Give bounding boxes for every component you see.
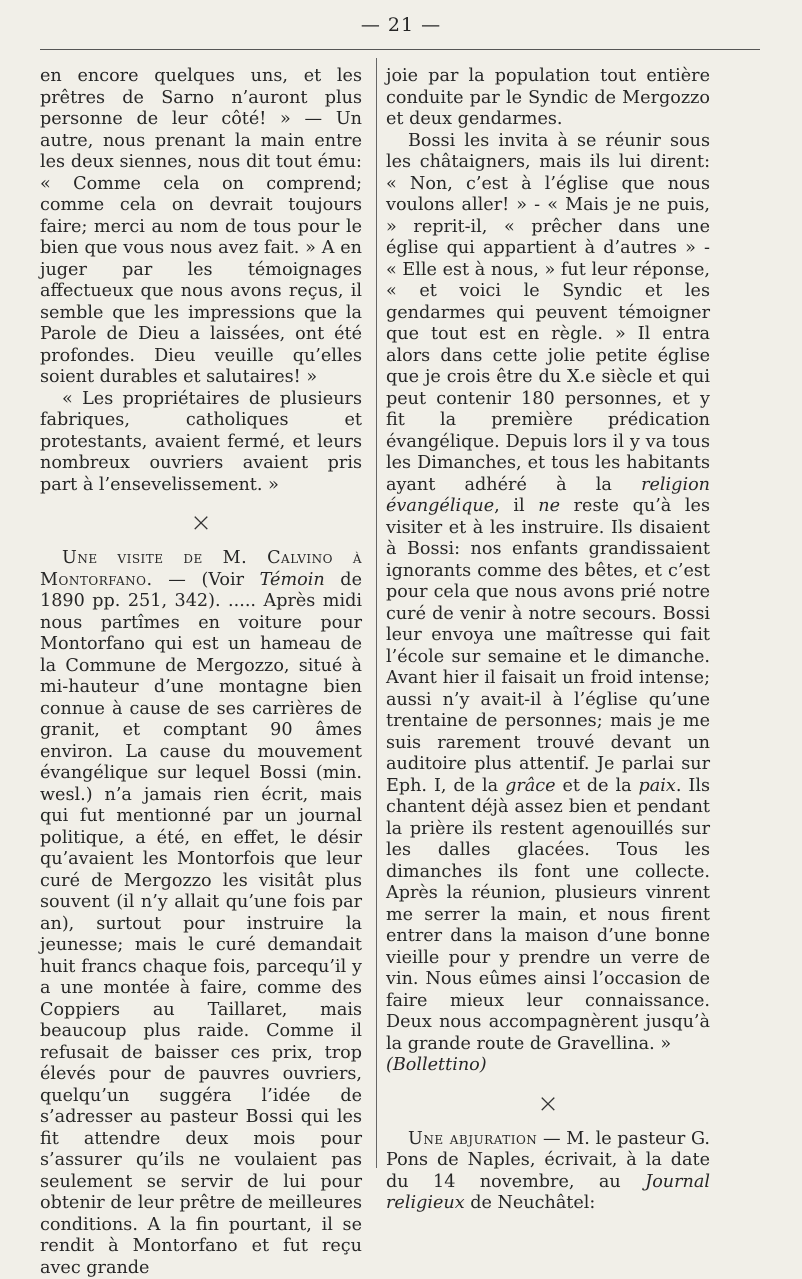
text-run: . Ils chantent déjà assez bien et pendant la prière ils restent agenouillés sur les dalles glacées. Tous les dimanches ils font une collecte. Après la réunion, plusieurs vinrent me serrer la main, et nous firent entrer dans la maison d’une bonne vieille pour y prendre un verre de vin. Nous eûmes ainsi l’occasion de faire mieux leur connaissance. Deux nous accompagnèrent jusqu’à la grande route de Gravellina. » <box>386 775 710 1054</box>
left-column <box>40 66 362 1279</box>
paragraph: en encore quelques uns, et les prêtres de Sarno n’auront plus personne de leur côté! » — Un autre, nous prenant la main entre les deux siennes, nous dit tout ému: « Comme cela on comprend; comme cela on devrait toujours faire; merci au nom de tous pour le bien que vous nous avez fait. » A en juger par les témoignages affectueux que nous avons reçus, il semble que les impressions que la Parole de Dieu a laissées, ont été profondes. Dieu veuille qu’elles soient durables et salutaires! » <box>40 66 362 387</box>
journal-name: Témoin <box>259 569 325 590</box>
section-separator: × <box>537 1088 559 1119</box>
article-paragraph <box>386 1129 710 1215</box>
source-citation: (Bollettino) <box>386 1055 487 1075</box>
paragraph: « Les propriétaires de plusieurs fabriques, catholiques et protestants, avaient fermé, et leurs nombreux ouvriers avaient pris part à l’ensevelissement. » <box>40 388 362 495</box>
page-number: — 21 — <box>360 14 442 36</box>
italic-text: grâce <box>505 775 556 796</box>
italic-text: ne <box>538 496 560 516</box>
text-run: et de la <box>555 775 639 796</box>
text-run: Bossi les invita à se réunir sous les châtaigners, mais ils lui dirent: « Non, c’est à l’église que nous voulons aller! » - « Mais je ne puis, » reprit-il, « prêcher dans une église qui appartient à d’autres » - « Elle est à nous, » fut leur réponse, « et voici le Syndic et les gendarmes qui peuvent témoigner que tout est en règle. » Il entra alors dans cette jolie petite église que je crois être du X.e siècle et qui peut contenir 180 personnes, et y fit la première prédication évangélique. Depuis lors il y va tous les Dimanches, et tous les habitants ayant adhéré à la <box>386 130 710 495</box>
text-run: reste qu’à les visiter et à les instruire. Ils disaient à Bossi: nos enfants grandissaient ignorants comme des bêtes, et c’est pour cela que nous avons prié notre curé de venir à notre secours. Bossi leur envoya une maîtresse qui fait l’école sur semaine et le dimanche. Avant hier il faisait un froid intense; aussi n’y avait-il à l’église qu’une trentaine de personnes; mais je me suis rarement trouvé devant un auditoire plus attentif. Je parlai sur Eph. I, de la <box>386 496 710 796</box>
journal-name: Journal religieux <box>386 1171 710 1213</box>
right-column <box>386 66 710 1215</box>
paragraph <box>386 131 710 1056</box>
article-body: Après midi nous partîmes en voiture pour Montorfano qui est un hameau de la Commune de Mergozzo, situé à mi-hauteur d’une montagne bien connue à cause de ses carrières de granit, et comptant 90 âmes environ. La cause du mouvement évangélique sur lequel Bossi (min. wesl.) n’a jamais rien écrit, mais qui fut mentionné par un journal politique, a été, en effet, le désir qu’avaient les Montorfois que leur curé de Mergozzo les visitât plus souvent (il n’y allait qu’une fois par an), surtout pour instruire la jeunesse; mais le curé demandait huit francs chaque fois, parcequ’il y a une montée à faire, comme des Coppiers au Taillaret, mais beaucoup plus raide. Comme il refusait de baisser ces prix, trop élevés pour de pauvres ouvriers, quelqu’un suggéra l’idée de s’adresser au pasteur Bossi qui les fit attendre deux mois pour s’assurer qu’ils ne voulaient pas seulement se servir de lui pour obtenir de leur prêtre de meilleures conditions. A la fin pourtant, il se rendit à Montorfano et fut reçu avec grande <box>40 591 362 1278</box>
italic-text: paix <box>638 775 676 796</box>
italic-text: religion évangélique <box>386 474 710 516</box>
article-title: Une visite de M. Calvino à Montorfano. <box>40 548 362 590</box>
article-ref: — (Voir <box>152 569 260 590</box>
paragraph: joie par la population tout entière conduite par le Syndic de Mergozzo et deux gendarmes. <box>386 66 710 129</box>
article-paragraph <box>40 548 362 1279</box>
header-rule <box>40 49 760 50</box>
column-divider <box>376 58 377 1168</box>
section-separator: × <box>190 508 212 538</box>
text-run: — M. le pasteur G. Pons de Naples, écrivait, à la date du 14 novembre, au <box>386 1128 710 1192</box>
article-ref-pages: de 1890 pp. 251, 342). ..... <box>40 569 362 611</box>
text-run: de Neuchâtel: <box>464 1193 596 1213</box>
text-run: , il <box>494 496 539 516</box>
article-title: Une abjuration <box>408 1128 538 1149</box>
